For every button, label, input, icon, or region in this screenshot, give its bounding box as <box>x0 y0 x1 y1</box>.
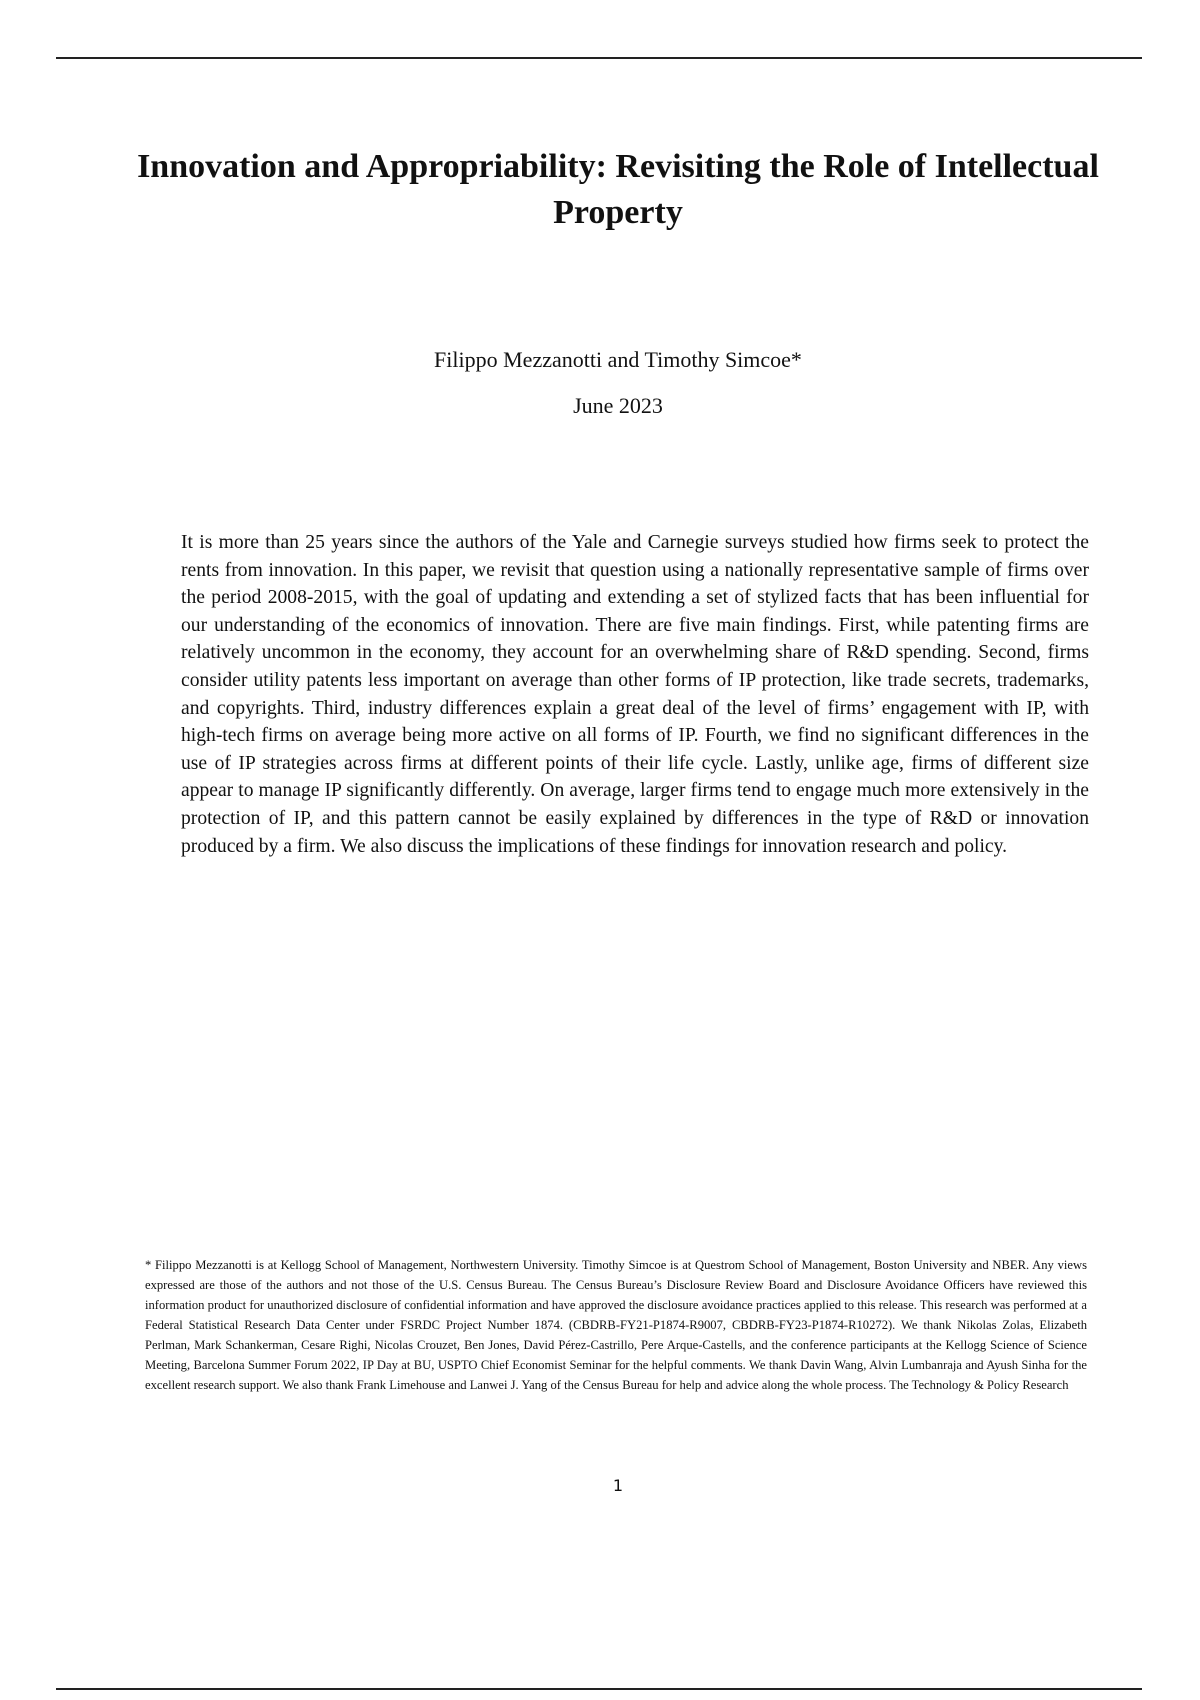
top-rule <box>56 57 1142 59</box>
author-footnote: * Filippo Mezzanotti is at Kellogg School of Management, Northwestern University. Timothy Simcoe is at Questrom School of Management, Boston University and NBER. Any views expressed are those of the authors and not those of the U.S. Census Bureau. The Census Bureau’s Disclosure Review Board and Disclosure Avoidance Officers have reviewed this information product for unauthorized disclosure of confidential information and have approved the disclosure avoidance practices applied to this release. This research was performed at a Federal Statistical Research Data Center under FSRDC Project Number 1874. (CBDRB-FY21-P1874-R9007, CBDRB-FY23-P1874-R10272). We thank Nikolas Zolas, Elizabeth Perlman, Mark Schankerman, Cesare Righi, Nicolas Crouzet, Ben Jones, David Pérez-Castrillo, Pere Arque-Castells, and the conference participants at the Kellogg Science of Science Meeting, Barcelona Summer Forum 2022, IP Day at BU, USPTO Chief Economist Seminar for the helpful comments. We thank Davin Wang, Alvin Lumbanraja and Ayush Sinha for the excellent research support. We also thank Frank Limehouse and Lanwei J. Yang of the Census Bureau for help and advice along the whole process. The Technology & Policy Research <box>145 1258 1087 1392</box>
abstract: It is more than 25 years since the authors of the Yale and Carnegie surveys studied how firms seek to protect the rents from innovation. In this paper, we revisit that question using a nationally representative sample of firms over the period 2008-2015, with the goal of updating and extending a set of stylized facts that has been influential for our understanding of the economics of innovation. There are five main findings. First, while patenting firms are relatively uncommon in the economy, they account for an overwhelming share of R&D spending. Second, firms consider utility patents less important on average than other forms of IP protection, like trade secrets, trademarks, and copyrights. Third, industry differences explain a great deal of the level of firms’ engagement with IP, with high-tech firms on average being more active on all forms of IP. Fourth, we find no significant differences in the use of IP strategies across firms at different points of their life cycle. Lastly, unlike age, firms of different size appear to manage IP significantly differently. On average, larger firms tend to engage much more extensively in the protection of IP, and this pattern cannot be easily explained by differences in the type of R&D or innovation produced by a firm. We also discuss the implications of these findings for innovation research and policy. <box>181 532 1089 857</box>
author-line: Filippo Mezzanotti and Timothy Simcoe* <box>434 347 802 372</box>
paper-title: Innovation and Appropriability: Revisiting the Role of Intellectual Property <box>137 148 1099 231</box>
page-number: 1 <box>612 1476 624 1495</box>
bottom-rule <box>56 1688 1142 1690</box>
publication-date: June 2023 <box>573 393 663 418</box>
